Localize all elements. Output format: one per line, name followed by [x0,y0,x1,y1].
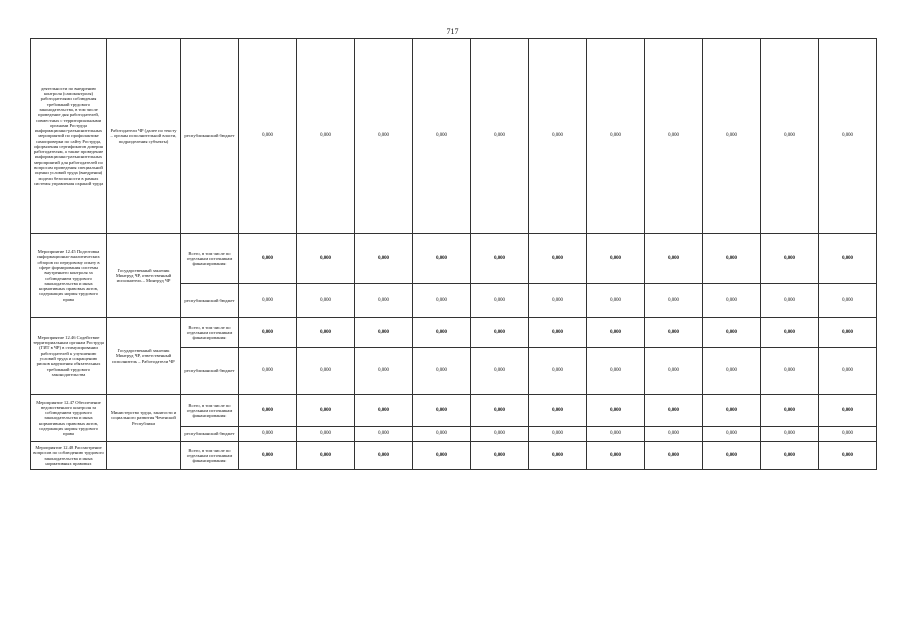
value-cell: 0,000 [645,442,703,470]
funding-source-cell: республиканский бюджет [181,284,239,318]
value-cell: 0,000 [587,395,645,427]
table-row [31,234,877,284]
value-cell: 0,000 [703,234,761,284]
value-cell: 0,000 [297,427,355,442]
table-row [31,442,877,470]
value-cell: 0,000 [761,442,819,470]
value-cell: 0,000 [761,39,819,234]
value-cell: 0,000 [529,284,587,318]
value-cell: 0,000 [413,442,471,470]
value-cell: 0,000 [819,234,877,284]
value-cell: 0,000 [297,348,355,395]
value-cell: 0,000 [239,395,297,427]
value-cell: 0,000 [587,39,645,234]
funding-source-cell: республиканский бюджет [181,39,239,234]
value-cell: 0,000 [645,234,703,284]
value-cell: 0,000 [355,234,413,284]
value-cell: 0,000 [703,427,761,442]
value-cell: 0,000 [645,318,703,348]
value-cell: 0,000 [703,318,761,348]
value-cell: 0,000 [239,442,297,470]
value-cell: 0,000 [413,395,471,427]
value-cell: 0,000 [587,284,645,318]
value-cell: 0,000 [471,395,529,427]
value-cell: 0,000 [819,395,877,427]
value-cell: 0,000 [703,39,761,234]
value-cell: 0,000 [297,442,355,470]
value-cell: 0,000 [355,284,413,318]
value-cell: 0,000 [761,284,819,318]
table-row [31,395,877,427]
value-cell: 0,000 [471,442,529,470]
value-cell: 0,000 [355,348,413,395]
value-cell: 0,000 [703,442,761,470]
value-cell: 0,000 [239,348,297,395]
value-cell: 0,000 [761,395,819,427]
value-cell: 0,000 [819,39,877,234]
value-cell: 0,000 [703,348,761,395]
value-cell: 0,000 [819,348,877,395]
value-cell: 0,000 [529,442,587,470]
table-row [31,318,877,348]
event-cell: Мероприятие 12.46 Содействие территориальным органам Роструда (ГИТ в ЧР) в стимулировании работодателей к улучшению условий труда и сокращению рисков нарушения обязательных требований трудового законодательства [31,318,107,395]
value-cell: 0,000 [297,318,355,348]
value-cell: 0,000 [529,234,587,284]
value-cell: 0,000 [413,348,471,395]
value-cell: 0,000 [819,284,877,318]
value-cell: 0,000 [413,427,471,442]
value-cell: 0,000 [529,318,587,348]
value-cell: 0,000 [239,234,297,284]
event-cell: Мероприятие 12.48 Рассмотрение вопросов по соблюдению трудового законодательства и иных нормативных правовых [31,442,107,470]
value-cell: 0,000 [297,284,355,318]
value-cell: 0,000 [239,284,297,318]
value-cell: 0,000 [413,284,471,318]
value-cell: 0,000 [761,318,819,348]
executor-cell: Работодатели ЧР (далее по тексту – органы исполнительной власти, подразделения субъекты) [107,39,181,234]
value-cell: 0,000 [355,318,413,348]
executor-cell: Государственный заказчик Минтруд ЧР, ответственный исполнитель – Минтруд ЧР [107,234,181,318]
funding-source-cell: республиканский бюджет [181,427,239,442]
value-cell: 0,000 [529,395,587,427]
value-cell: 0,000 [297,395,355,427]
event-cell: Мероприятие 12.45 Подготовка информационно-аналитических обзоров по передовому опыту в сфере формирования системы внутреннего контроля за соблюдением трудового законодательства и иных нормативных правовых актов, содержащих нормы трудового права [31,234,107,318]
value-cell: 0,000 [297,39,355,234]
executor-cell: Государственный заказчик Минтруд ЧР, ответственный исполнитель – Работодатели ЧР [107,318,181,395]
value-cell: 0,000 [413,318,471,348]
table-row [31,39,877,234]
value-cell: 0,000 [471,234,529,284]
funding-source-cell: республиканский бюджет [181,348,239,395]
value-cell: 0,000 [761,427,819,442]
funding-source-cell: Всего, в том числе по отдельным источникам финансирования: [181,318,239,348]
value-cell: 0,000 [529,427,587,442]
funding-source-cell: Всего, в том числе по отдельным источникам финансирования: [181,234,239,284]
value-cell: 0,000 [355,395,413,427]
value-cell: 0,000 [413,39,471,234]
value-cell: 0,000 [587,234,645,284]
value-cell: 0,000 [645,427,703,442]
value-cell: 0,000 [471,318,529,348]
budget-table [30,38,877,470]
value-cell: 0,000 [703,395,761,427]
value-cell: 0,000 [413,234,471,284]
value-cell: 0,000 [297,234,355,284]
value-cell: 0,000 [239,39,297,234]
event-cell: деятельности по внедрению контроля (самоконтроля) работодателями соблюдения требований трудового законодательства, в том числе проведение дня работодателей, совместных с территориальными органами Роструда информационно-разъяснительных мероприятий по профилактике самопроверки по сайту Роструда, оформления сертификатов доверия работодателям, а также проведение информационно-разъяснительных мероприятий для работодателей по вопросам проведения специальной оценки условий труда (внедрения) модели безопасности в рамках системы управления охраной труда [31,39,107,234]
value-cell: 0,000 [587,442,645,470]
value-cell: 0,000 [355,39,413,234]
value-cell: 0,000 [471,427,529,442]
value-cell: 0,000 [645,284,703,318]
value-cell: 0,000 [587,427,645,442]
event-cell: Мероприятие 12.47 Обеспечение ведомственного контроля за соблюдением трудового законодательства и иных нормативных правовых актов, содержащих нормы трудового права [31,395,107,442]
value-cell: 0,000 [239,318,297,348]
value-cell: 0,000 [529,39,587,234]
value-cell: 0,000 [645,348,703,395]
funding-source-cell: Всего, в том числе по отдельным источникам финансирования: [181,442,239,470]
value-cell: 0,000 [471,39,529,234]
value-cell: 0,000 [355,427,413,442]
value-cell: 0,000 [645,395,703,427]
value-cell: 0,000 [761,234,819,284]
value-cell: 0,000 [819,442,877,470]
executor-cell: Министерство труда, занятости и социального развития Чеченской Республики [107,395,181,442]
funding-source-cell: Всего, в том числе по отдельным источникам финансирования: [181,395,239,427]
executor-cell [107,442,181,470]
value-cell: 0,000 [471,348,529,395]
value-cell: 0,000 [819,318,877,348]
value-cell: 0,000 [529,348,587,395]
value-cell: 0,000 [761,348,819,395]
value-cell: 0,000 [703,284,761,318]
value-cell: 0,000 [819,427,877,442]
value-cell: 0,000 [587,348,645,395]
value-cell: 0,000 [587,318,645,348]
value-cell: 0,000 [471,284,529,318]
value-cell: 0,000 [645,39,703,234]
value-cell: 0,000 [239,427,297,442]
value-cell: 0,000 [355,442,413,470]
page-number: 717 [446,27,459,36]
